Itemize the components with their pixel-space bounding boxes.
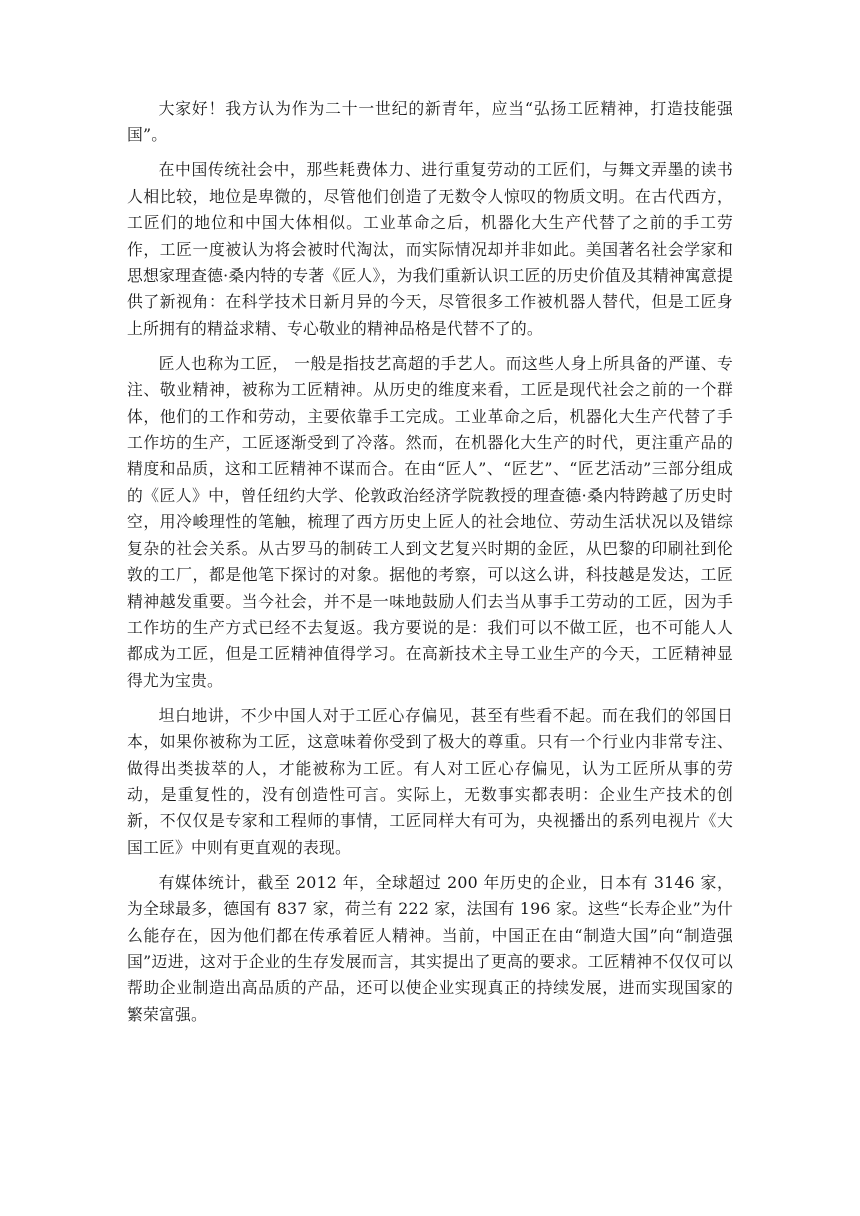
paragraph-prejudice: 坦白地讲，不少中国人对于工匠心存偏见，甚至有些看不起。而在我们的邻国日本，如果你被称为工匠，这意味着你受到了极大的尊重。只有一个行业内非常专注、做得出类拔萃的人，才能被称为工匠。有人对工匠心存偏见，认为工匠所从事的劳动，是重复性的，没有创造性可言。实际上，无数事实都表明：企业生产技术的创新，不仅仅是专家和工程师的事情，工匠同样大有可为，央视播出的系列电视片《大国工匠》中则有更直观的表现。 — [127, 705, 733, 857]
paragraph-opening: 大家好！我方认为作为二十一世纪的新青年，应当“弘扬工匠精神，打造技能强国”。 — [127, 99, 733, 145]
paragraph-statistics: 有媒体统计，截至 2012 年，全球超过 200 年历史的企业，日本有 3146 家，为全球最多，德国有 837 家，荷兰有 222 家，法国有 196 家。这些“长寿企业”为什么能存在，因为他们都在传承着匠人精神。当前，中国正在由“制造大国”向“制造强国”迈进，这对于企业的生存发展而言，其实提出了更高的要求。工匠精神不仅仅可以帮助企业制造出高品质的产品，还可以使企业实现真正的持续发展，进而实现国家的繁荣富强。 — [127, 872, 733, 1024]
paragraph-craftsman-definition: 匠人也称为工匠， 一般是指技艺高超的手艺人。而这些人身上所具备的严谨、专注、敬业精神，被称为工匠精神。从历史的维度来看，工匠是现代社会之前的一个群体，他们的工作和劳动，主要依靠手工完成。工业革命之后，机器化大生产代替了手工作坊的生产，工匠逐渐受到了冷落。然而，在机器化大生产的时代，更注重产品的精度和品质，这和工匠精神不谋而合。在由“匠人”、“匠艺”、“匠艺活动”三部分组成的《匠人》中，曾任纽约大学、伦敦政治经济学院教授的理查德·桑内特跨越了历史时空，用冷峻理性的笔触，梳理了西方历史上匠人的社会地位、劳动生活状况以及错综复杂的社会关系。从古罗马的制砖工人到文艺复兴时期的金匠，从巴黎的印刷社到伦敦的工厂，都是他笔下探讨的对象。据他的考察，可以这么讲，科技越是发达，工匠精神越发重要。当今社会，并不是一味地鼓励人们去当从事手工劳动的工匠，因为手工作坊的生产方式已经不去复返。我方要说的是：我们可以不做工匠，也不可能人人都成为工匠，但是工匠精神值得学习。在高新技术主导工业生产的今天，工匠精神显得尤为宝贵。 — [127, 353, 733, 690]
paragraph-history: 在中国传统社会中，那些耗费体力、进行重复劳动的工匠们，与舞文弄墨的读书人相比较，地位是卑微的，尽管他们创造了无数令人惊叹的物质文明。在古代西方，工匠们的地位和中国大体相似。工业革命之后，机器化大生产代替了之前的手工劳作，工匠一度被认为将会被时代淘汰，而实际情况却并非如此。美国著名社会学家和思想家理查德·桑内特的专著《匠人》，为我们重新认识工匠的历史价值及其精神寓意提供了新视角：在科学技术日新月异的今天，尽管很多工作被机器人替代，但是工匠身上所拥有的精益求精、专心敬业的精神品格是代替不了的。 — [127, 160, 733, 338]
document-body — [127, 96, 733, 1037]
